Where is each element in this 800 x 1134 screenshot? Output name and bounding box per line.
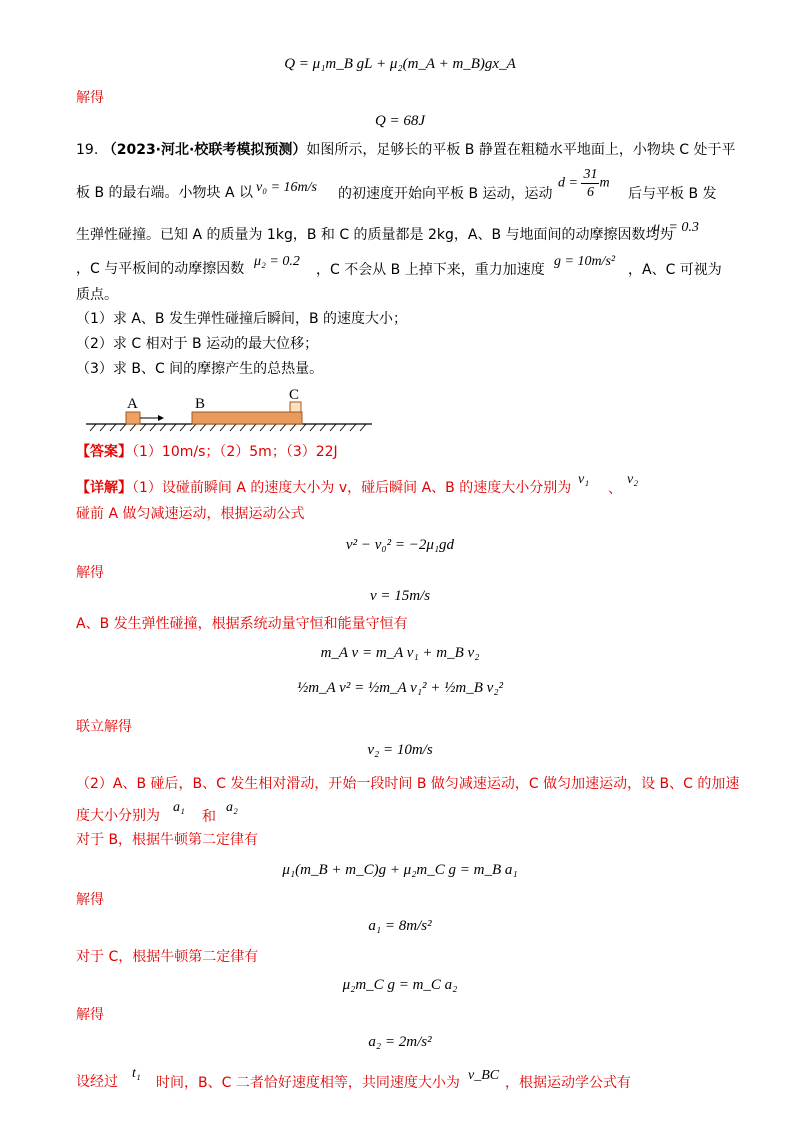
v2-symbol: v₂ — [627, 472, 639, 487]
d-var: d = — [558, 175, 578, 191]
equation-kinematics: v² − v₀² = −2μ₁gd — [345, 537, 455, 553]
equation-momentum: m_A v = m_A v₁ + m_B v₂ — [320, 645, 480, 661]
label-a: A — [127, 396, 138, 412]
equation-q-result: Q = 68J — [374, 113, 426, 129]
d-fraction — [581, 166, 599, 201]
ground-hatching — [90, 424, 366, 431]
question-2: （2）求 C 相对于 B 运动的最大位移； — [76, 336, 319, 352]
label-b: B — [195, 396, 206, 412]
and-label: 和 — [202, 809, 216, 825]
detail-line-7c: ，根据运动学公式有 — [505, 1075, 631, 1091]
problem-line-4b: ，C 不会从 B 上掉下来，重力加速度 — [316, 262, 545, 278]
a1-symbol: a₁ — [173, 800, 185, 815]
detail-line-7a: 设经过 — [76, 1074, 118, 1090]
detail-tag: 【详解】 — [76, 480, 132, 496]
equation-a1: a₁ = 8m/s² — [368, 918, 432, 934]
d-denominator: 6 — [586, 185, 594, 200]
question-1: （1）求 A、B 发生弹性碰撞后瞬间，B 的速度大小； — [76, 311, 408, 327]
arrow-head-icon — [158, 415, 164, 421]
question-3: （3）求 B、C 间的摩擦产生的总热量。 — [76, 361, 324, 377]
equation-newton-c: μ₂m_C g = m_C a₂ — [342, 977, 458, 993]
equation-v2: v₂ = 10m/s — [367, 742, 433, 758]
block-c — [290, 402, 301, 412]
equation-heat-q — [0, 56, 800, 73]
problem-line-2c: 后与平板 B 发 — [628, 186, 717, 202]
problem-line-2b: 的初速度开始向平板 B 运动，运动 — [338, 186, 553, 202]
problem-source: （2023·河北·校联考模拟预测） — [102, 142, 307, 158]
answer-tag: 【答案】 — [76, 444, 132, 460]
equation-text: Q = μ₁m_B gL + μ₂(m_A + m_B)gx_A — [284, 56, 516, 72]
problem-line-2a: 板 B 的最右端。小物块 A 以 — [76, 185, 253, 201]
v1-symbol: v₁ — [578, 472, 590, 487]
mu2-formula: μ₂ = 0.2 — [254, 254, 300, 269]
detail-line-2: 碰前 A 做匀减速运动，根据运动公式 — [76, 506, 305, 522]
symbol-separator: 、 — [608, 481, 622, 497]
detail-text: （1）设碰前瞬间 A 的速度大小为 v，碰后瞬间 A、B 的速度大小分别为 — [132, 480, 572, 496]
problem-line-5: 质点。 — [76, 287, 118, 303]
problem-text: 如图所示，足够长的平板 B 静置在粗糙水平地面上，小物块 C 处于平 — [306, 142, 736, 158]
detail-line-7b: 时间，B、C 二者恰好速度相等，共同速度大小为 — [156, 1075, 460, 1091]
answer-line — [76, 442, 726, 462]
d-unit: m — [599, 175, 610, 191]
solve-label: 解得 — [76, 90, 104, 106]
solve-label: 解得 — [76, 565, 104, 581]
v0-formula: v₀ = 16m/s — [256, 180, 317, 195]
solve-label: 解得 — [76, 1007, 104, 1023]
detail-line-6: 对于 C，根据牛顿第二定律有 — [76, 949, 259, 965]
problem-number: 19. — [76, 142, 99, 158]
g-formula: g = 10m/s² — [554, 254, 616, 269]
a2-symbol: a₂ — [226, 800, 238, 815]
problem-line-4c: ，A、C 可视为 — [628, 262, 722, 278]
detail-line-5: 对于 B，根据牛顿第二定律有 — [76, 832, 259, 848]
equation-a2: a₂ = 2m/s² — [368, 1034, 432, 1050]
detail-line-3: A、B 发生弹性碰撞，根据系统动量守恒和能量守恒有 — [76, 616, 408, 632]
problem-line-1 — [76, 140, 736, 160]
label-c: C — [289, 387, 300, 403]
equation-newton-b: μ₁(m_B + m_C)g + μ₂m_C g = m_B a₁ — [282, 862, 518, 878]
solve-label: 解得 — [76, 892, 104, 908]
distance-formula — [558, 166, 610, 201]
combine-label: 联立解得 — [76, 719, 132, 735]
problem-line-4a: ，C 与平板间的动摩擦因数 — [76, 261, 245, 277]
plank-b — [192, 412, 302, 424]
equation-energy: ½m_A v² = ½m_A v₁² + ½m_B v₂² — [296, 680, 504, 696]
vbc-symbol: v_BC — [468, 1068, 500, 1083]
equation-v: v = 15m/s — [369, 588, 431, 604]
block-a — [126, 412, 140, 424]
detail-line-4a: （2）A、B 碰后，B、C 发生相对滑动，开始一段时间 B 做匀减速运动，C 做匀加速运动，设 B、C 的加速 — [76, 776, 740, 792]
t1-symbol: t₁ — [132, 1066, 141, 1081]
d-numerator: 31 — [583, 167, 598, 182]
answer-text: （1）10m/s；（2）5m；（3）22J — [132, 444, 338, 460]
problem-line-3: 生弹性碰撞。已知 A 的质量为 1kg，B 和 C 的质量都是 2kg，A、B 与地面间的动摩擦因数均为 — [76, 227, 674, 243]
physics-figure — [86, 384, 376, 436]
detail-line-4b: 度大小分别为 — [76, 808, 160, 824]
mu1-formula: μ₁ = 0.3 — [653, 220, 699, 235]
